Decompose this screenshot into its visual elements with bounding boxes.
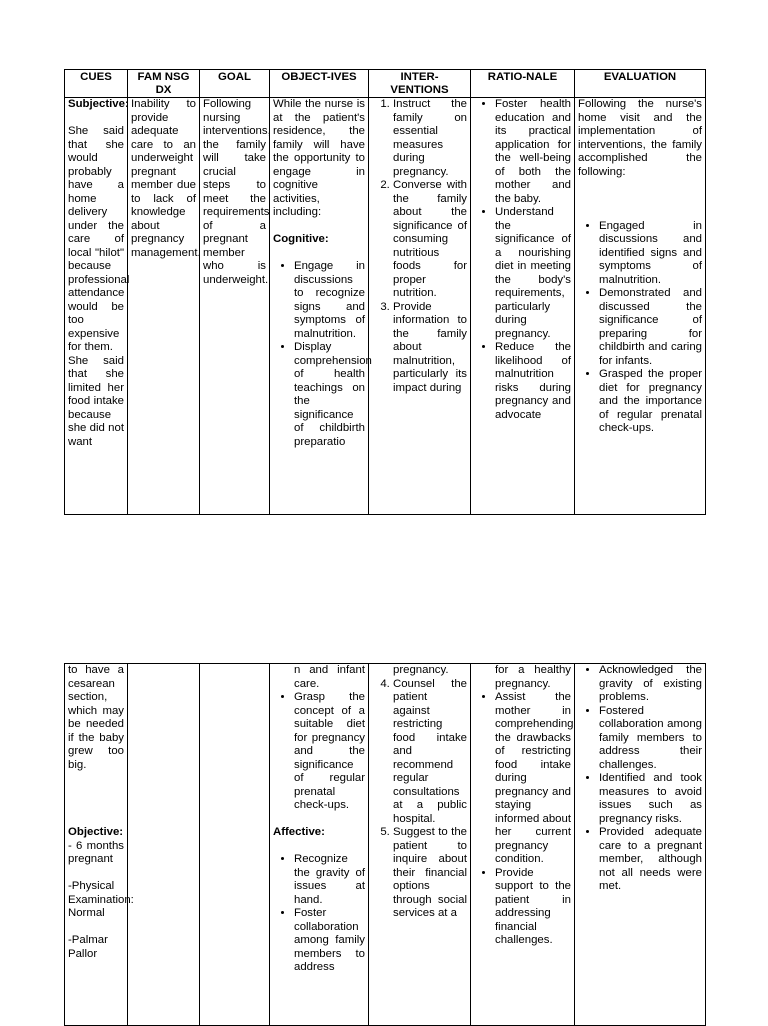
objective-item: -Physical Examination: Normal: [68, 880, 134, 919]
list-item: • Foster collaboration among family members to address: [294, 907, 365, 975]
dx-cell: Inability to provide adequate care to an underweight pregnant member due to lack of knowledge about pregnancy management.: [128, 98, 200, 515]
rationale-list: [474, 691, 574, 948]
cues-subjective-2: She said that she limited her food intake because she did not want: [68, 354, 124, 448]
interventions-cell: [369, 664, 471, 1026]
objectives-cell: [270, 98, 372, 515]
evaluation-list: [578, 664, 702, 894]
care-plan-table-part-1: [64, 69, 706, 515]
evaluation-cell: [575, 98, 706, 515]
header-evaluation: EVALUATION: [575, 70, 706, 98]
list-item: • Grasp the concept of a suitable diet for pregnancy and the significance of regular prenatal check-ups.: [294, 691, 365, 813]
list-item: • Grasped the proper diet for pregnancy and the importance of regular prenatal check-ups.: [599, 368, 702, 436]
evaluation-intro: Following the nurse's home visit and the implementation of interventions, the family accomplished the following:: [578, 98, 702, 178]
cognitive-label: Cognitive:: [273, 233, 329, 245]
list-item: • Understand the significance of a nourishing diet in meeting the body's requirements, particularly during pregnancy.: [495, 206, 571, 341]
cues-cell: [65, 98, 128, 515]
list-item: • Assist the mother in comprehending the drawbacks of restricting food intake during pregnancy and staying informed about her current pregnancy condition.: [495, 691, 571, 867]
header-row: [65, 70, 706, 98]
header-cues: CUES: [65, 70, 128, 98]
objectives-cell: [270, 664, 369, 1026]
affective-list: [273, 853, 365, 975]
objective-item: -Palmar Pallor: [68, 934, 108, 960]
list-item: • Engaged in discussions and identified signs and symptoms of malnutrition.: [599, 220, 702, 288]
list-item: • Demonstrated and discussed the significance of preparing for childbirth and caring for infants.: [599, 287, 702, 368]
interventions-continued: pregnancy.: [393, 664, 449, 676]
header-dx: FAM NSG DX: [128, 70, 200, 98]
list-item: • Recognize the gravity of issues at hand.: [294, 853, 365, 907]
care-plan-table-part-2: [64, 663, 706, 1026]
rationale-continued: for a healthy pregnancy.: [495, 664, 571, 690]
list-item: 2. Converse with the family about the significance of consuming nutritious foods for proper nutrition.: [393, 179, 467, 301]
evaluation-cell: [575, 664, 706, 1026]
interventions-list: [372, 98, 467, 395]
cues-cell: [65, 664, 134, 1026]
objectives-intro: While the nurse is at the patient's residence, the family will have the opportunity to engage in cognitive activities, including:: [273, 98, 365, 218]
interventions-cell: [369, 98, 471, 515]
objective-item: - 6 months pregnant: [68, 839, 124, 865]
evaluation-list: [578, 220, 702, 436]
list-item: 4. Counsel the patient against restricting food intake and recommend regular consultations at a public hospital.: [393, 678, 467, 827]
goal-cell: Following nursing interventions, the family will take crucial steps to meet the requirements of a pregnant member who is underweight.: [200, 98, 270, 515]
dx-cell: [128, 664, 200, 1026]
subjective-label: Subjective:: [68, 98, 129, 110]
objectives-list: [273, 691, 365, 813]
header-rationale: RATIO-NALE: [471, 70, 575, 98]
cues-subjective-1: She said that she would probably have a home delivery under the care of local "hilot" because professional attendance would be too expensive for them.: [68, 125, 130, 353]
list-item: • Fostered collaboration among family members to address their challenges.: [599, 705, 702, 773]
affective-label: Affective:: [273, 826, 325, 838]
interventions-list: [372, 678, 467, 921]
list-item: 1. Instruct the family on essential measures during pregnancy.: [393, 98, 467, 179]
goal-cell: [200, 664, 270, 1026]
header-interventions: INTER-VENTIONS: [369, 70, 471, 98]
list-item: • Acknowledged the gravity of existing problems.: [599, 664, 702, 705]
list-item: • Provided adequate care to a pregnant member, although not all needs were met.: [599, 826, 702, 894]
rationale-list: [474, 98, 571, 422]
header-goal: GOAL: [200, 70, 270, 98]
rationale-cell: [471, 98, 575, 515]
content-row: [65, 664, 706, 1026]
list-item: • Display comprehension of health teachings on the significance of childbirth preparatio: [294, 341, 365, 449]
list-item: • Reduce the likelihood of malnutrition risks during pregnancy and advocate: [495, 341, 571, 422]
list-item: 5. Suggest to the patient to inquire about their financial options through social services at a: [393, 826, 467, 921]
objective-label: Objective:: [68, 826, 124, 838]
cues-subjective-cont: to have a cesarean section, which may be needed if the baby grew too big.: [68, 664, 124, 771]
header-objectives: OBJECT-IVES: [270, 70, 369, 98]
rationale-cell: [471, 664, 575, 1026]
objectives-list: [273, 260, 372, 449]
list-item: 3. Provide information to the family about malnutrition, particularly its impact during: [393, 301, 467, 396]
list-item: • Provide support to the patient in addressing financial challenges.: [495, 867, 571, 948]
list-item: • Identified and took measures to avoid issues such as pregnancy risks.: [599, 772, 702, 826]
list-item: • Engage in discussions to recognize signs and symptoms of malnutrition.: [294, 260, 365, 341]
list-item: • Foster health education and its practical application for the well-being of both the mother and the baby.: [495, 98, 571, 206]
content-row: [65, 98, 706, 515]
objectives-continued: n and infant care.: [294, 664, 365, 690]
